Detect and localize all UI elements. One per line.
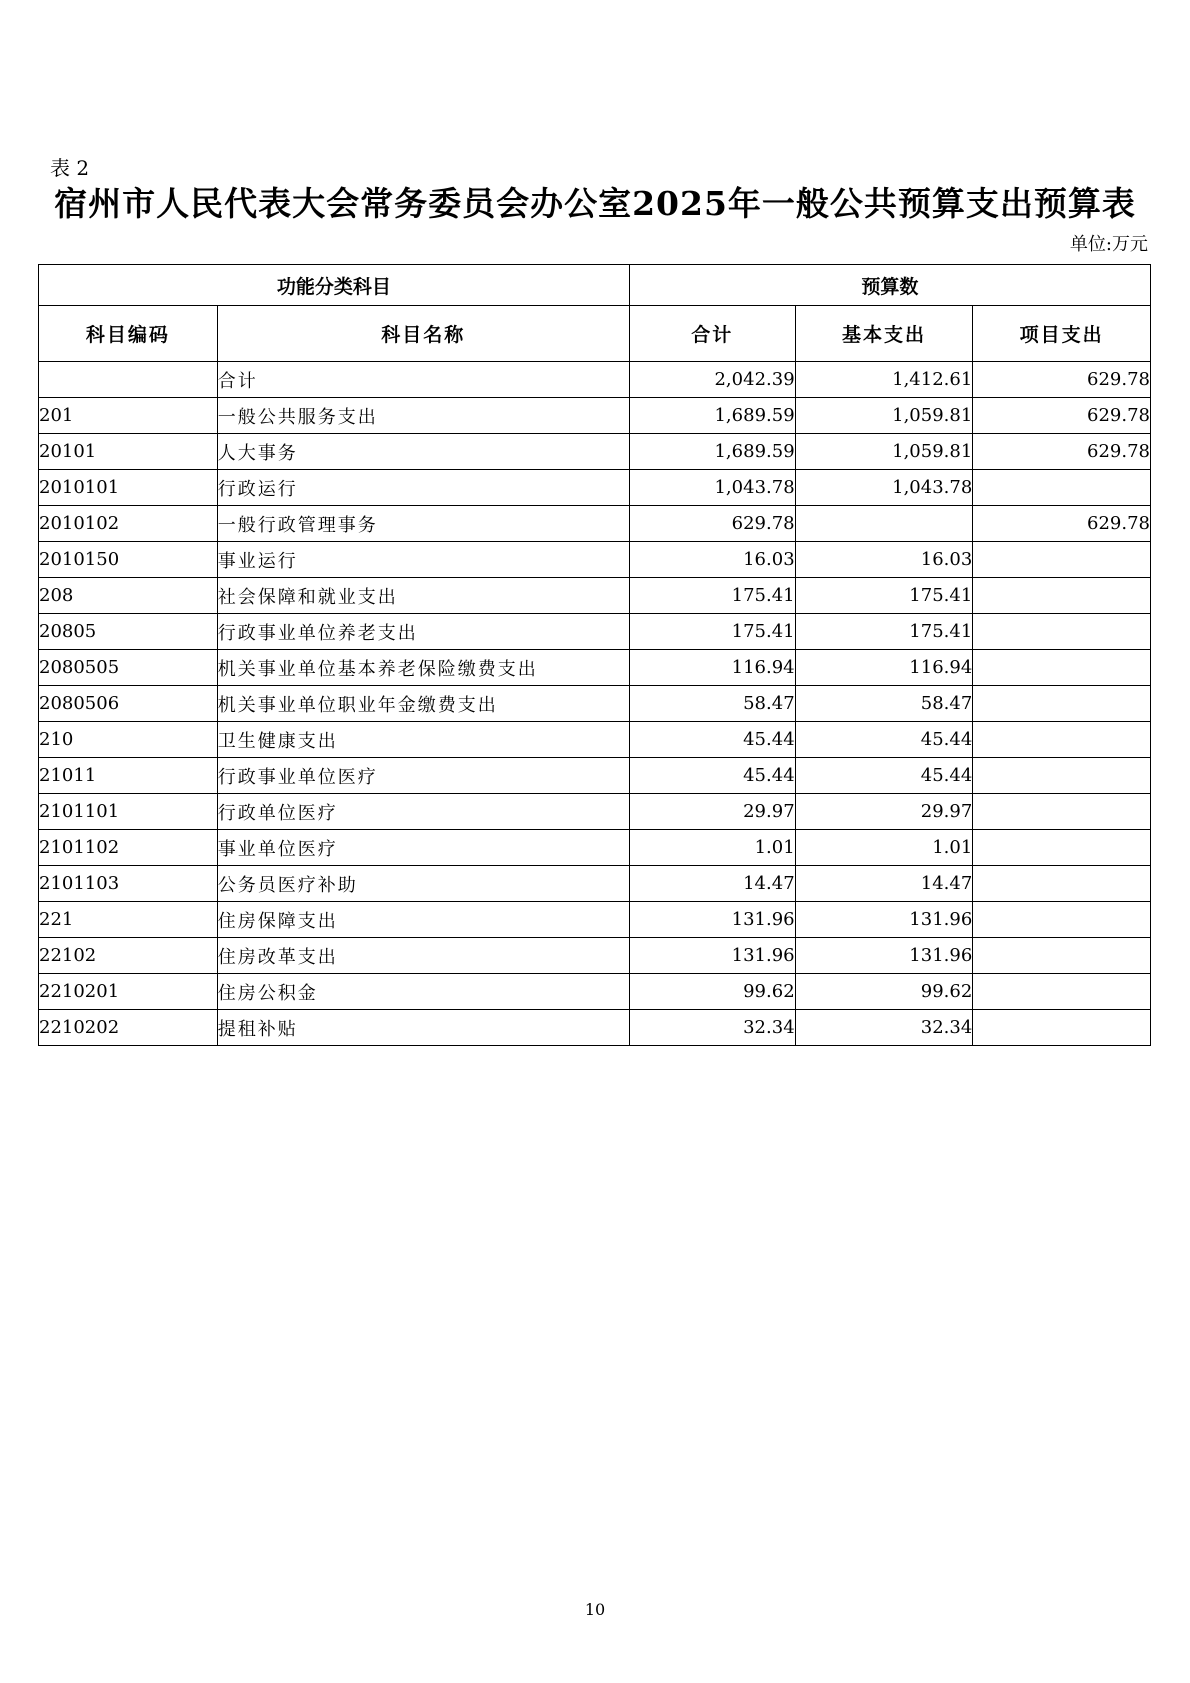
cell-project	[973, 794, 1151, 830]
cell-basic: 131.96	[795, 902, 973, 938]
cell-name: 行政事业单位养老支出	[217, 614, 629, 650]
cell-total: 45.44	[629, 722, 795, 758]
cell-code: 2101101	[39, 794, 218, 830]
cell-name: 公务员医疗补助	[217, 866, 629, 902]
column-header-name: 科目名称	[217, 306, 629, 362]
cell-code: 21011	[39, 758, 218, 794]
table-row	[39, 614, 1151, 650]
cell-basic: 1,059.81	[795, 398, 973, 434]
cell-basic: 14.47	[795, 866, 973, 902]
cell-code: 20805	[39, 614, 218, 650]
cell-code: 2101102	[39, 830, 218, 866]
table-row	[39, 794, 1151, 830]
cell-basic: 1,043.78	[795, 470, 973, 506]
cell-total: 116.94	[629, 650, 795, 686]
cell-basic: 175.41	[795, 614, 973, 650]
column-header-basic: 基本支出	[795, 306, 973, 362]
cell-project	[973, 722, 1151, 758]
cell-name: 一般公共服务支出	[217, 398, 629, 434]
table-row	[39, 470, 1151, 506]
cell-total: 175.41	[629, 614, 795, 650]
cell-project	[973, 686, 1151, 722]
cell-project: 629.78	[973, 362, 1151, 398]
cell-code: 210	[39, 722, 218, 758]
cell-project	[973, 938, 1151, 974]
cell-basic: 1,059.81	[795, 434, 973, 470]
cell-name: 行政单位医疗	[217, 794, 629, 830]
cell-code: 221	[39, 902, 218, 938]
unit-label: 单位:万元	[1069, 234, 1148, 255]
cell-total: 1,689.59	[629, 398, 795, 434]
cell-project	[973, 578, 1151, 614]
cell-total: 131.96	[629, 938, 795, 974]
cell-basic: 1.01	[795, 830, 973, 866]
cell-basic: 131.96	[795, 938, 973, 974]
cell-code: 201	[39, 398, 218, 434]
cell-code: 2010150	[39, 542, 218, 578]
cell-total: 58.47	[629, 686, 795, 722]
cell-code: 2010102	[39, 506, 218, 542]
cell-total: 16.03	[629, 542, 795, 578]
table-row	[39, 578, 1151, 614]
cell-project	[973, 866, 1151, 902]
cell-total: 99.62	[629, 974, 795, 1010]
table-row	[39, 902, 1151, 938]
cell-project	[973, 650, 1151, 686]
cell-basic: 16.03	[795, 542, 973, 578]
cell-name: 提租补贴	[217, 1010, 629, 1046]
cell-code: 2210202	[39, 1010, 218, 1046]
cell-name: 行政事业单位医疗	[217, 758, 629, 794]
table-row	[39, 398, 1151, 434]
cell-project	[973, 902, 1151, 938]
cell-code: 208	[39, 578, 218, 614]
cell-code: 2080506	[39, 686, 218, 722]
cell-basic: 1,412.61	[795, 362, 973, 398]
header-columns-row	[39, 306, 1151, 362]
table-row	[39, 434, 1151, 470]
cell-basic: 45.44	[795, 722, 973, 758]
cell-code	[39, 362, 218, 398]
cell-name: 住房保障支出	[217, 902, 629, 938]
cell-code: 2010101	[39, 470, 218, 506]
table-body	[39, 362, 1151, 1046]
cell-name: 行政运行	[217, 470, 629, 506]
cell-code: 20101	[39, 434, 218, 470]
cell-project	[973, 470, 1151, 506]
cell-basic: 99.62	[795, 974, 973, 1010]
cell-name: 机关事业单位职业年金缴费支出	[217, 686, 629, 722]
table-row	[39, 1010, 1151, 1046]
cell-project	[973, 974, 1151, 1010]
table-row	[39, 650, 1151, 686]
cell-basic: 116.94	[795, 650, 973, 686]
cell-basic: 32.34	[795, 1010, 973, 1046]
cell-total: 1.01	[629, 830, 795, 866]
cell-total: 1,689.59	[629, 434, 795, 470]
page-number: 10	[584, 1600, 606, 1619]
cell-name: 合计	[217, 362, 629, 398]
cell-project	[973, 758, 1151, 794]
page-title: 宿州市人民代表大会常务委员会办公室2025年一般公共预算支出预算表	[54, 184, 1136, 223]
cell-name: 机关事业单位基本养老保险缴费支出	[217, 650, 629, 686]
table-row	[39, 722, 1151, 758]
table-row	[39, 938, 1151, 974]
cell-code: 22102	[39, 938, 218, 974]
cell-total: 29.97	[629, 794, 795, 830]
header-group-row	[39, 265, 1151, 306]
cell-name: 卫生健康支出	[217, 722, 629, 758]
cell-project: 629.78	[973, 434, 1151, 470]
cell-project: 629.78	[973, 506, 1151, 542]
column-header-code: 科目编码	[39, 306, 218, 362]
cell-basic: 29.97	[795, 794, 973, 830]
table-label: 表 2	[50, 156, 90, 180]
cell-total: 45.44	[629, 758, 795, 794]
cell-basic: 45.44	[795, 758, 973, 794]
table-row	[39, 758, 1151, 794]
cell-name: 住房公积金	[217, 974, 629, 1010]
cell-total: 1,043.78	[629, 470, 795, 506]
column-header-project: 项目支出	[973, 306, 1151, 362]
cell-total: 131.96	[629, 902, 795, 938]
cell-total: 629.78	[629, 506, 795, 542]
column-header-total: 合计	[629, 306, 795, 362]
table-row	[39, 506, 1151, 542]
cell-name: 事业运行	[217, 542, 629, 578]
cell-project: 629.78	[973, 398, 1151, 434]
cell-basic	[795, 506, 973, 542]
header-budget-amount: 预算数	[629, 265, 1150, 306]
cell-name: 社会保障和就业支出	[217, 578, 629, 614]
cell-project	[973, 830, 1151, 866]
cell-name: 事业单位医疗	[217, 830, 629, 866]
table-row	[39, 686, 1151, 722]
table-row	[39, 542, 1151, 578]
cell-basic: 58.47	[795, 686, 973, 722]
cell-code: 2101103	[39, 866, 218, 902]
cell-project	[973, 542, 1151, 578]
cell-code: 2080505	[39, 650, 218, 686]
header-functional-classification: 功能分类科目	[39, 265, 630, 306]
table-row	[39, 362, 1151, 398]
cell-basic: 175.41	[795, 578, 973, 614]
cell-name: 人大事务	[217, 434, 629, 470]
cell-project	[973, 1010, 1151, 1046]
budget-table	[38, 264, 1151, 1046]
cell-total: 32.34	[629, 1010, 795, 1046]
cell-total: 14.47	[629, 866, 795, 902]
cell-code: 2210201	[39, 974, 218, 1010]
cell-total: 175.41	[629, 578, 795, 614]
cell-name: 一般行政管理事务	[217, 506, 629, 542]
cell-total: 2,042.39	[629, 362, 795, 398]
table-row	[39, 830, 1151, 866]
table-row	[39, 866, 1151, 902]
table-row	[39, 974, 1151, 1010]
cell-name: 住房改革支出	[217, 938, 629, 974]
cell-project	[973, 614, 1151, 650]
